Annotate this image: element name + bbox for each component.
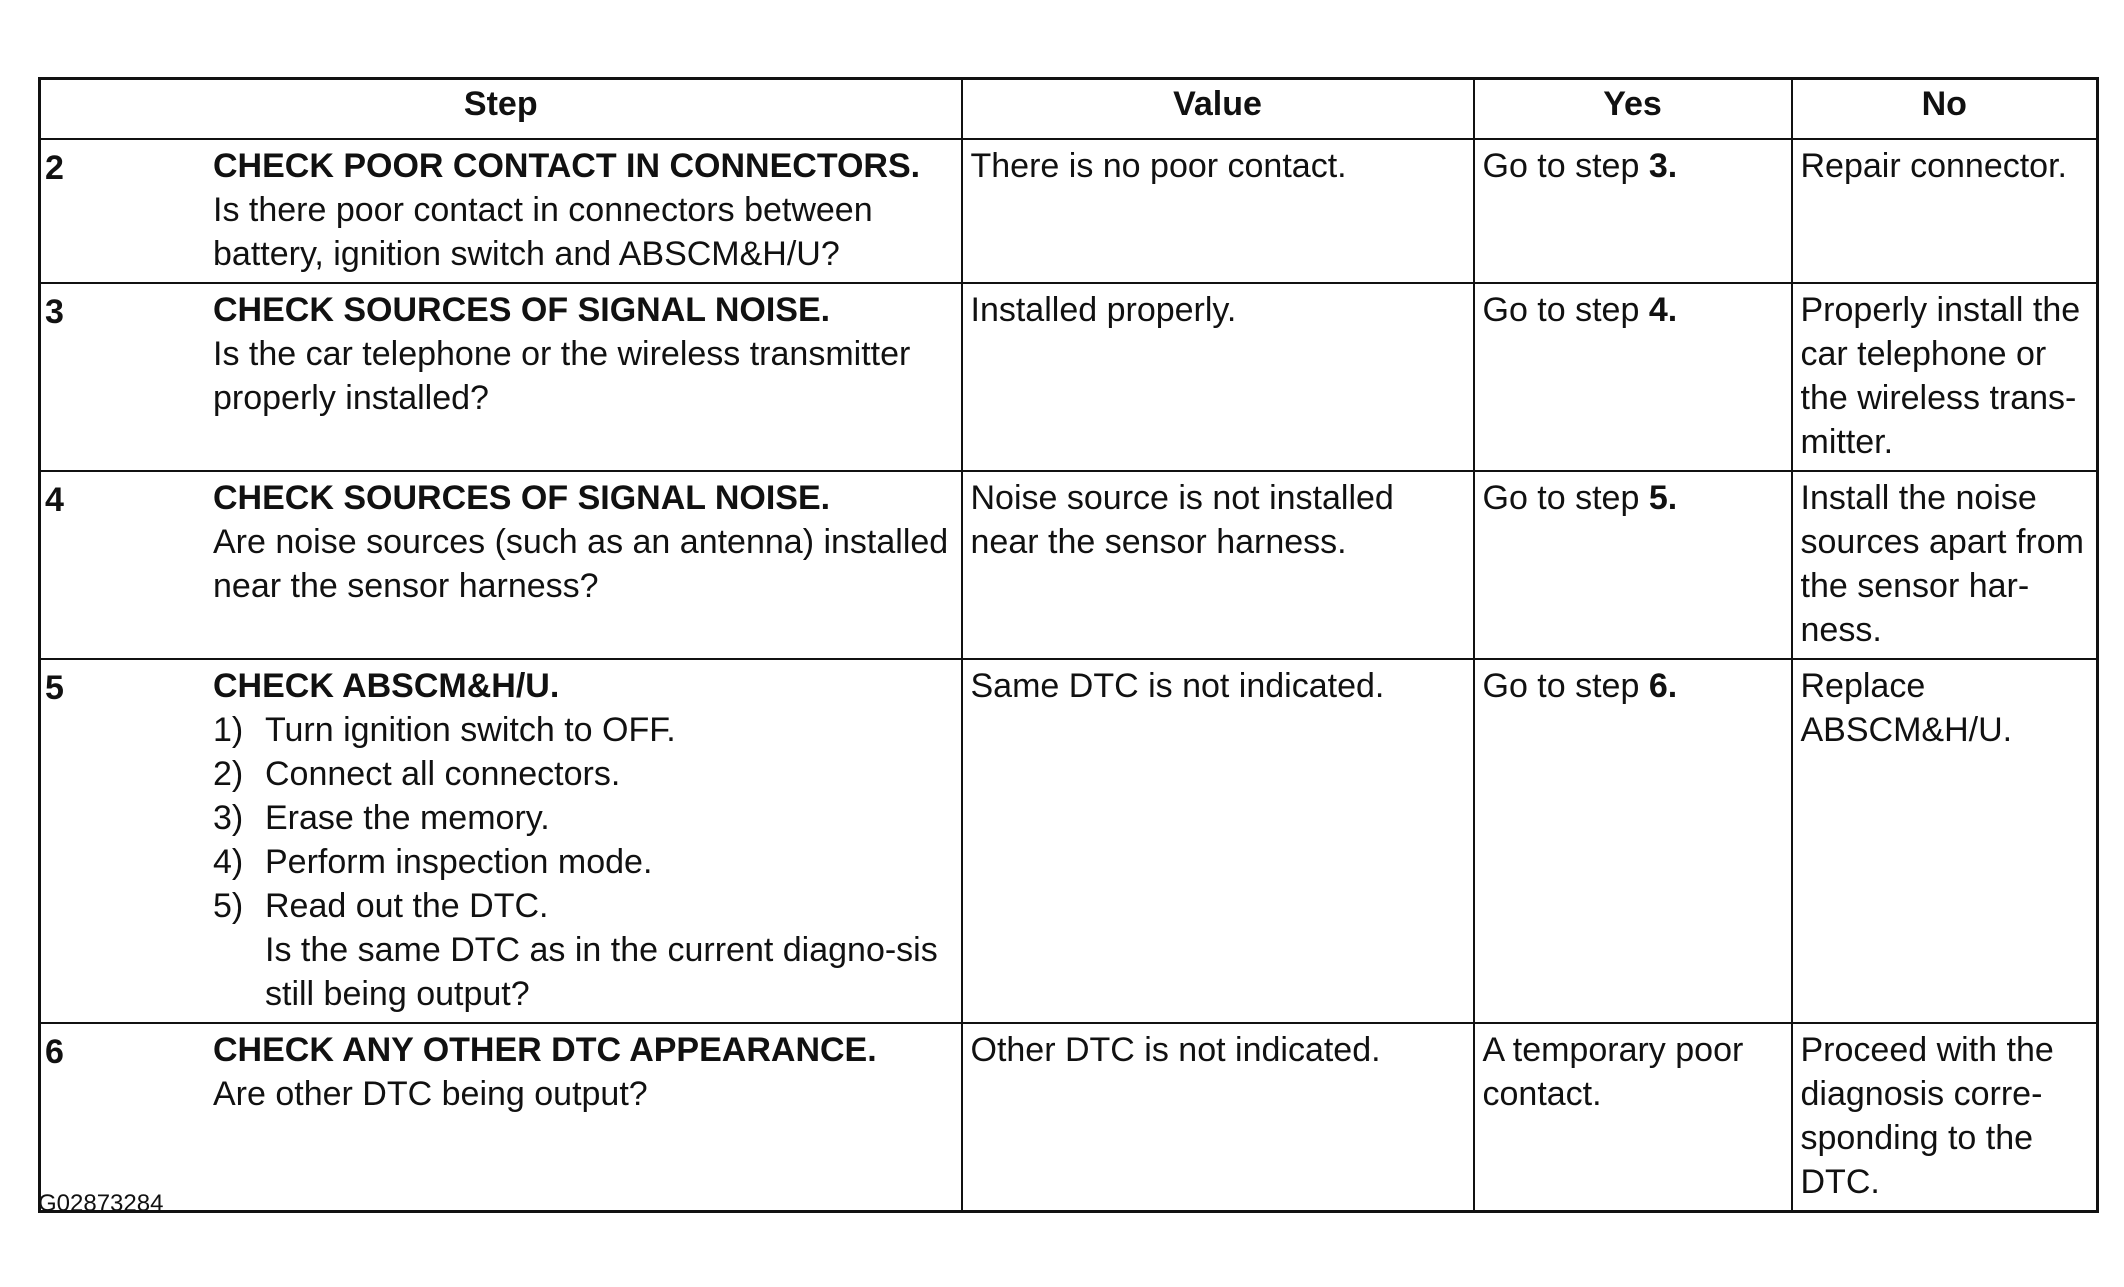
substep-number: 4) xyxy=(213,843,244,881)
table-row xyxy=(40,283,2098,471)
value-cell: Other DTC is not indicated. xyxy=(962,1023,1474,1212)
yes-step-ref: 3. xyxy=(1648,147,1678,185)
yes-cell xyxy=(1474,139,1792,283)
substep-item xyxy=(213,840,955,884)
yes-prefix: Go to step xyxy=(1482,479,1649,517)
substep-number: 1) xyxy=(213,711,244,749)
diagnostic-table xyxy=(38,77,2099,1213)
value-cell: There is no poor contact. xyxy=(962,139,1474,283)
step-question: Are other DTC being output? xyxy=(213,1075,648,1113)
value-cell: Noise source is not installed near the sensor harness. xyxy=(962,471,1474,659)
step-title: CHECK SOURCES OF SIGNAL NOISE. xyxy=(213,479,831,517)
no-cell: Replace ABSCM&H/U. xyxy=(1792,659,2098,1023)
yes-prefix: Go to step xyxy=(1482,291,1649,329)
substep-list xyxy=(213,708,955,928)
header-step: Step xyxy=(40,79,962,140)
step-question: Are noise sources (such as an antenna) installed near the sensor harness? xyxy=(213,523,949,605)
substep-number: 3) xyxy=(213,799,244,837)
step-title: CHECK ABSCM&H/U. xyxy=(213,667,560,705)
substep-text: Turn ignition switch to OFF. xyxy=(265,711,676,749)
substep-text: Connect all connectors. xyxy=(265,755,621,793)
no-cell: Properly install the car telephone or the wireless trans-mitter. xyxy=(1792,283,2098,471)
substep-text: Erase the memory. xyxy=(265,799,550,837)
step-number: 2 xyxy=(45,149,64,187)
yes-cell xyxy=(1474,283,1792,471)
figure-code: G02873284 xyxy=(38,1190,164,1217)
table-row xyxy=(40,471,2098,659)
step-cell xyxy=(40,1023,962,1212)
step-question: Is the car telephone or the wireless transmitter properly installed? xyxy=(213,335,911,417)
substep-item xyxy=(213,752,955,796)
substep-number: 2) xyxy=(213,755,244,793)
step-title: CHECK ANY OTHER DTC APPEARANCE. xyxy=(213,1031,877,1069)
yes-step-ref: 5. xyxy=(1648,479,1678,517)
header-yes: Yes xyxy=(1474,79,1792,140)
table-row xyxy=(40,139,2098,283)
no-cell: Proceed with the diagnosis corre-sponding to the DTC. xyxy=(1792,1023,2098,1212)
step-title: CHECK SOURCES OF SIGNAL NOISE. xyxy=(213,291,831,329)
substep-text: Perform inspection mode. xyxy=(265,843,653,881)
no-cell: Install the noise sources apart from the sensor har-ness. xyxy=(1792,471,2098,659)
no-cell: Repair connector. xyxy=(1792,139,2098,283)
step-cell xyxy=(40,283,962,471)
table-row xyxy=(40,1023,2098,1212)
step-cell xyxy=(40,659,962,1023)
yes-prefix: Go to step xyxy=(1482,147,1649,185)
step-number: 5 xyxy=(45,669,64,707)
step-question: Is the same DTC as in the current diagno-sis still being output? xyxy=(265,931,938,1013)
yes-step-ref: 4. xyxy=(1648,291,1678,329)
yes-cell xyxy=(1474,659,1792,1023)
substep-text: Read out the DTC. xyxy=(265,887,549,925)
substep-item xyxy=(213,796,955,840)
step-number: 6 xyxy=(45,1033,64,1071)
table-row xyxy=(40,659,2098,1023)
yes-cell xyxy=(1474,471,1792,659)
step-cell xyxy=(40,139,962,283)
yes-prefix: Go to step xyxy=(1482,667,1649,705)
yes-cell: A temporary poor contact. xyxy=(1474,1023,1792,1212)
substep-item xyxy=(213,884,955,928)
substep-number: 5) xyxy=(213,887,244,925)
step-number: 3 xyxy=(45,293,64,331)
step-cell xyxy=(40,471,962,659)
step-title: CHECK POOR CONTACT IN CONNECTORS. xyxy=(213,147,921,185)
value-cell: Installed properly. xyxy=(962,283,1474,471)
substep-item xyxy=(213,708,955,752)
header-value: Value xyxy=(962,79,1474,140)
step-question: Is there poor contact in connectors between battery, ignition switch and ABSCM&H/U? xyxy=(213,191,873,273)
step-number: 4 xyxy=(45,481,64,519)
value-cell: Same DTC is not indicated. xyxy=(962,659,1474,1023)
table-header-row xyxy=(40,79,2098,140)
yes-step-ref: 6. xyxy=(1648,667,1678,705)
header-no: No xyxy=(1792,79,2098,140)
